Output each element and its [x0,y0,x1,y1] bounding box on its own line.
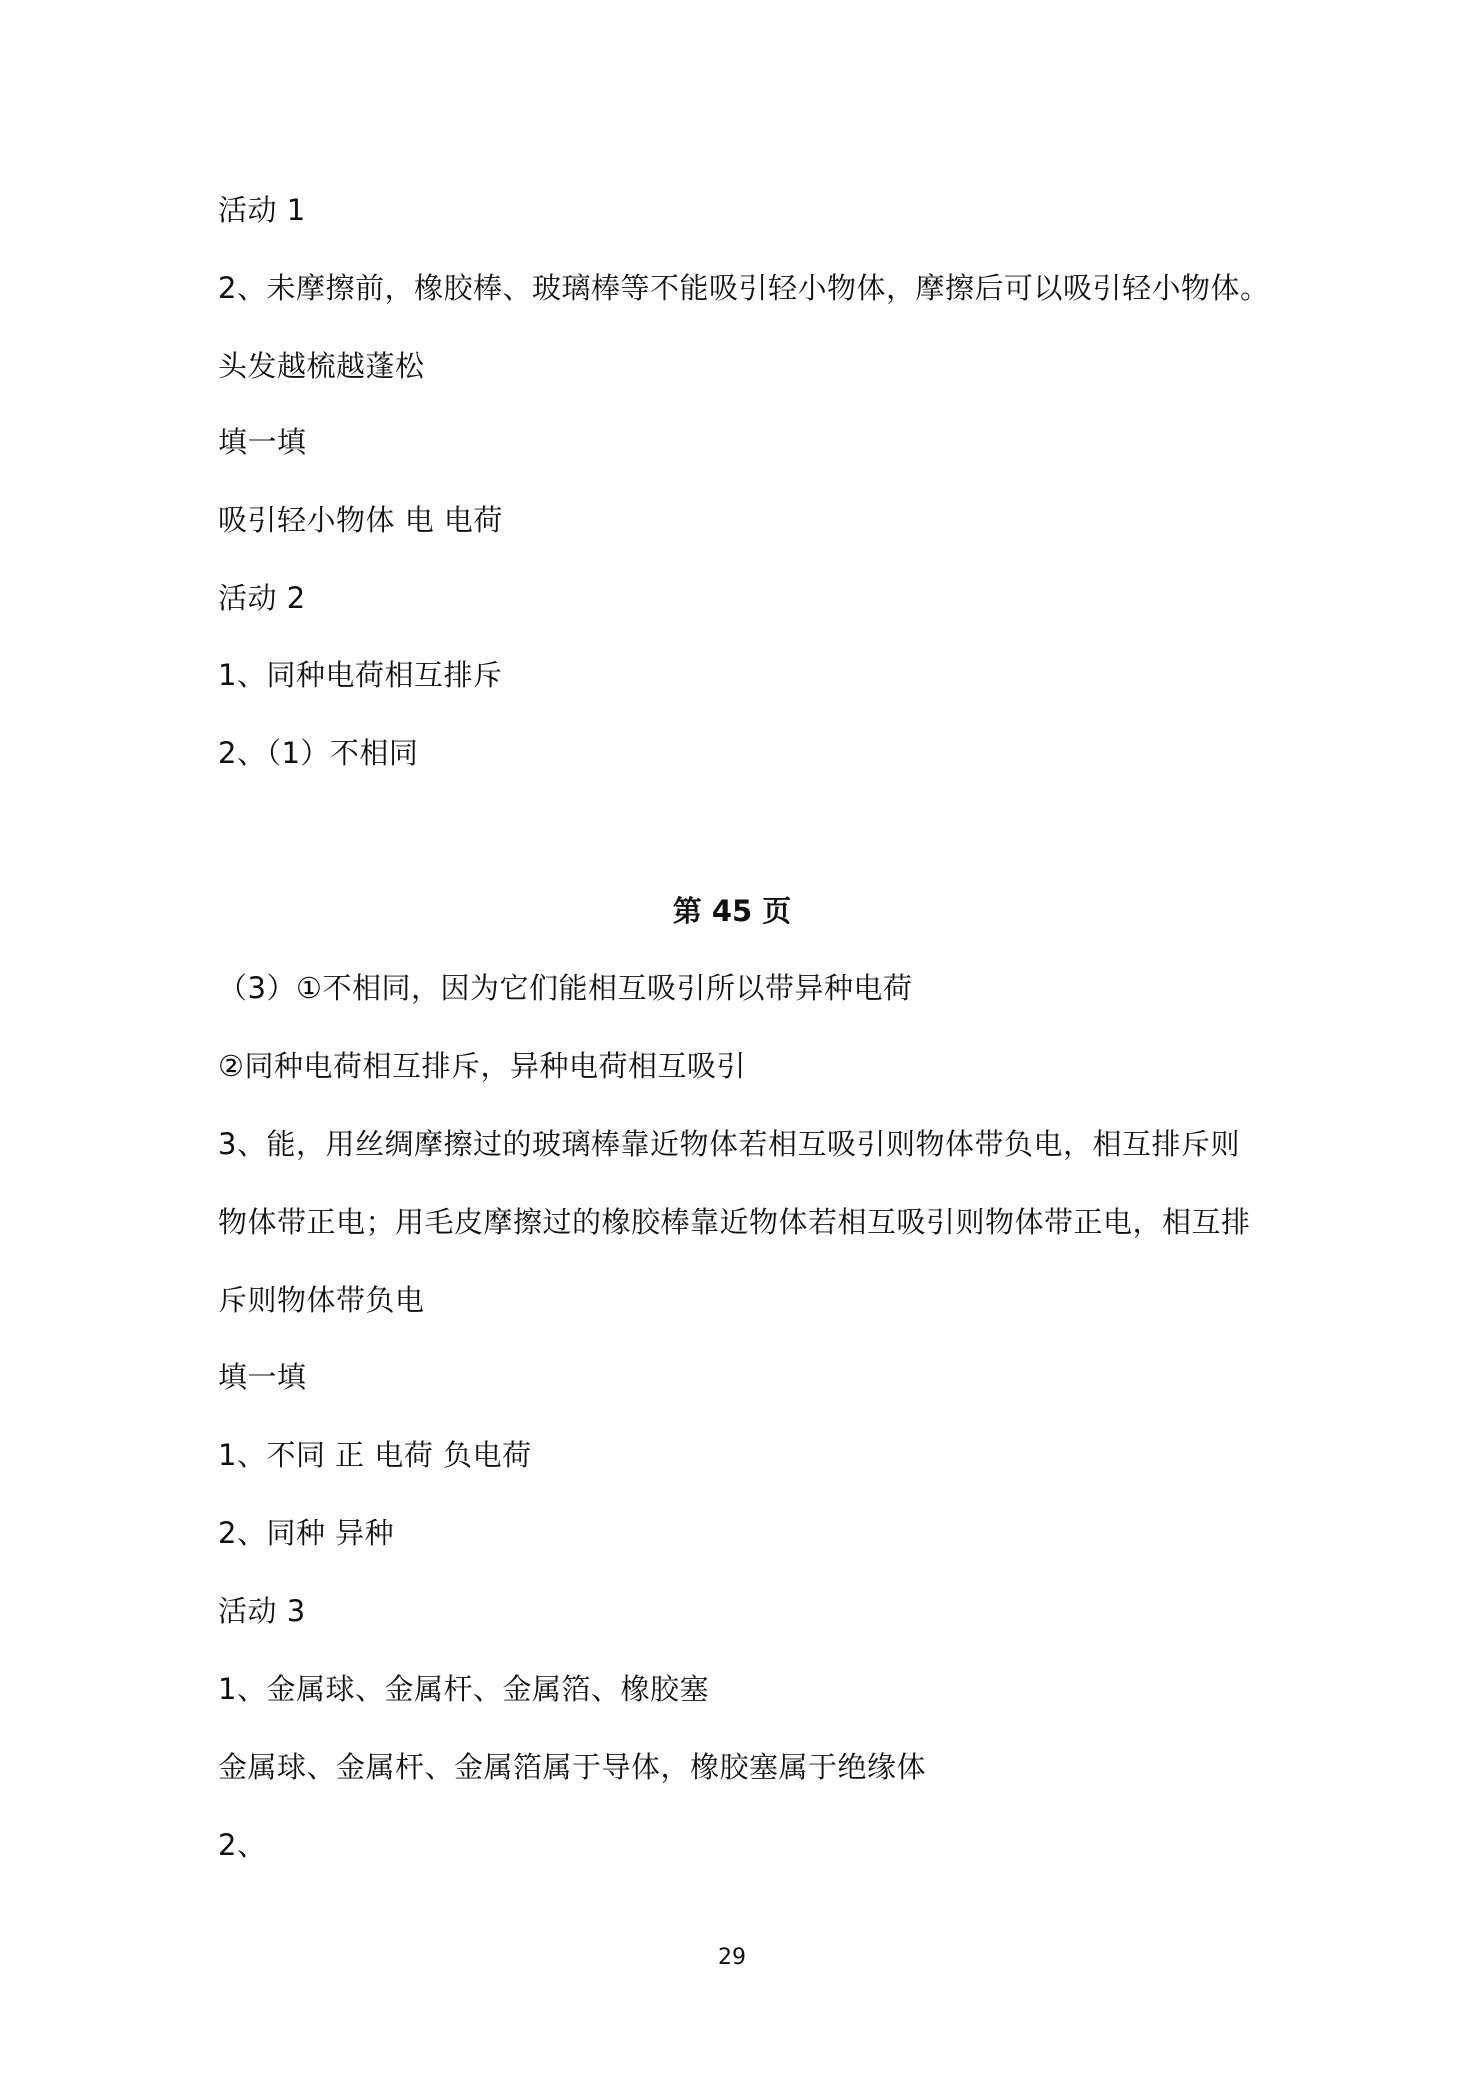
activity-3-heading: 活动 3 [218,1594,306,1628]
answer-line: 斥则物体带负电 [218,1283,425,1317]
activity-2-heading: 活动 2 [218,581,306,615]
answer-line: 1、金属球、金属杆、金属箔、橡胶塞 [218,1672,709,1706]
page-number: 29 [718,1945,746,1970]
answer-line: 吸引轻小物体 电 电荷 [218,503,503,537]
answer-line: 2、 [218,1828,267,1862]
answer-line: 金属球、金属杆、金属箔属于导体，橡胶塞属于绝缘体 [218,1750,927,1784]
answer-line: ②同种电荷相互排斥，异种电荷相互吸引 [218,1049,746,1083]
answer-line: 2、（1）不相同 [218,736,419,770]
answer-line: 3、能，用丝绸摩擦过的玻璃棒靠近物体若相互吸引则物体带负电，相互排斥则 [218,1127,1240,1161]
fill-in-heading: 填一填 [218,425,307,459]
answer-line: 2、同种 异种 [218,1516,395,1550]
answer-line: 1、同种电荷相互排斥 [218,658,503,692]
answer-line: 1、不同 正 电荷 负电荷 [218,1438,532,1472]
answer-line: 2、未摩擦前，橡胶棒、玻璃棒等不能吸引轻小物体，摩擦后可以吸引轻小物体。 [218,271,1270,305]
answer-line: 物体带正电；用毛皮摩擦过的橡胶棒靠近物体若相互吸引则物体带正电，相互排 [218,1205,1251,1239]
fill-in-heading: 填一填 [218,1360,307,1394]
activity-1-heading: 活动 1 [218,193,306,227]
answer-line: 头发越梳越蓬松 [218,349,425,383]
answer-line: （3）①不相同，因为它们能相互吸引所以带异种电荷 [218,971,913,1005]
page-heading: 第 45 页 [672,894,792,928]
